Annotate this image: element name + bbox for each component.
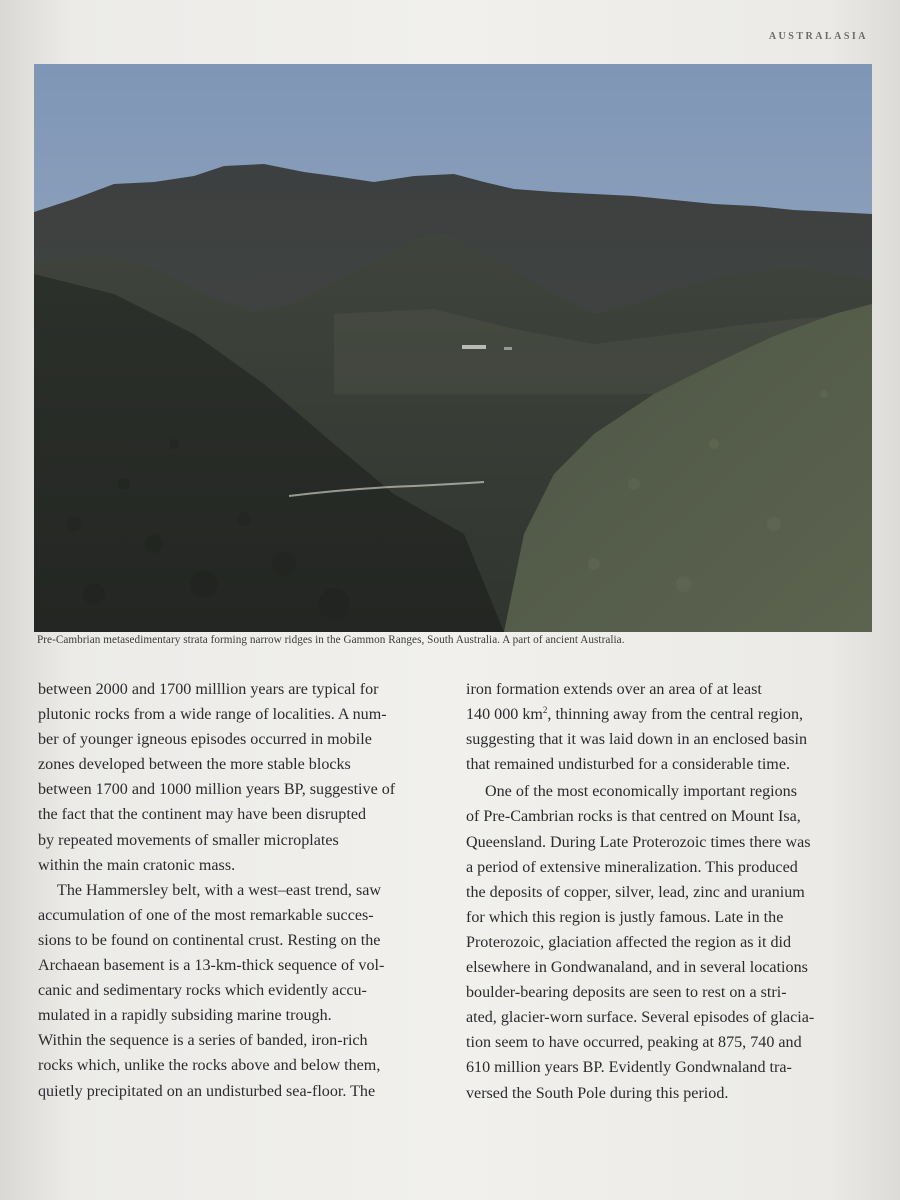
- text-line: that remained undisturbed for a considerable time.: [466, 756, 790, 774]
- left-paragraph-1: [38, 677, 442, 878]
- text-line: the fact that the continent may have been disrupted: [38, 806, 367, 824]
- left-paragraph-2: [38, 878, 442, 1104]
- text-line: versed the South Pole during this period.: [466, 1084, 729, 1102]
- text-line: ated, glacier-worn surface. Several episodes of glacia-: [466, 1009, 815, 1027]
- text-line: Archaean basement is a 13-km-thick sequence of vol-: [38, 957, 385, 975]
- photo-caption: Pre-Cambrian metasedimentary strata forming narrow ridges in the Gammon Ranges, South Australia. A part of ancient Australia.: [37, 634, 625, 646]
- text-line: Proterozoic, glaciation affected the region as it did: [466, 933, 792, 951]
- right-column: [466, 677, 868, 1106]
- text-line: plutonic rocks from a wide range of localities. A num-: [38, 706, 387, 724]
- text-line: sions to be found on continental crust. Resting on the: [38, 931, 381, 949]
- text-fragment: , thinning away from the central region,: [547, 706, 804, 724]
- landscape-photo-graphic: [34, 64, 872, 632]
- area-exponent: 2: [542, 705, 548, 716]
- text-line: Queensland. During Late Proterozoic times there was: [466, 833, 811, 851]
- text-line: boulder-bearing deposits are seen to rest on a stri-: [466, 984, 787, 1002]
- text-line: the deposits of copper, silver, lead, zinc and uranium: [466, 883, 805, 901]
- text-line: of Pre-Cambrian rocks is that centred on Mount Isa,: [466, 808, 801, 826]
- text-line: suggesting that it was laid down in an enclosed basin: [466, 731, 808, 749]
- left-column: [38, 677, 442, 1104]
- text-line: 610 million years BP. Evidently Gondwnaland tra-: [466, 1059, 792, 1077]
- text-line: for which this region is justly famous. Late in the: [466, 908, 784, 926]
- right-paragraph-1: [466, 677, 868, 777]
- text-line: mulated in a rapidly subsiding marine trough.: [38, 1007, 332, 1025]
- text-line: [466, 702, 868, 727]
- text-line: between 1700 and 1000 million years BP, suggestive of: [38, 781, 396, 799]
- right-paragraph-2: [466, 779, 868, 1105]
- text-line: a period of extensive mineralization. This produced: [466, 858, 798, 876]
- text-line: elsewhere in Gondwanaland, and in several locations: [466, 959, 808, 977]
- text-line: within the main cratonic mass.: [38, 856, 236, 874]
- text-line: between 2000 and 1700 milllion years are typical for: [38, 681, 379, 698]
- text-line: zones developed between the more stable blocks: [38, 756, 351, 774]
- text-line: The Hammersley belt, with a west–east trend, saw: [57, 881, 382, 899]
- text-line: accumulation of one of the most remarkable succes-: [38, 906, 374, 924]
- text-line: ber of younger igneous episodes occurred in mobile: [38, 731, 372, 749]
- landscape-photo: [34, 64, 872, 632]
- text-line: rocks which, unlike the rocks above and below them,: [38, 1057, 381, 1075]
- area-value: 140 000 km: [466, 706, 543, 724]
- text-line: by repeated movements of smaller microplates: [38, 831, 339, 849]
- text-line: Within the sequence is a series of banded, iron-rich: [38, 1032, 368, 1050]
- running-head: AUSTRALASIA: [768, 31, 868, 42]
- text-line: quietly precipitated on an undisturbed sea-floor. The: [38, 1082, 376, 1100]
- text-line: tion seem to have occurred, peaking at 875, 740 and: [466, 1034, 802, 1052]
- text-line: iron formation extends over an area of at least: [466, 681, 762, 698]
- text-line: canic and sedimentary rocks which evidently accu-: [38, 982, 367, 1000]
- text-line: One of the most economically important regions: [485, 783, 797, 801]
